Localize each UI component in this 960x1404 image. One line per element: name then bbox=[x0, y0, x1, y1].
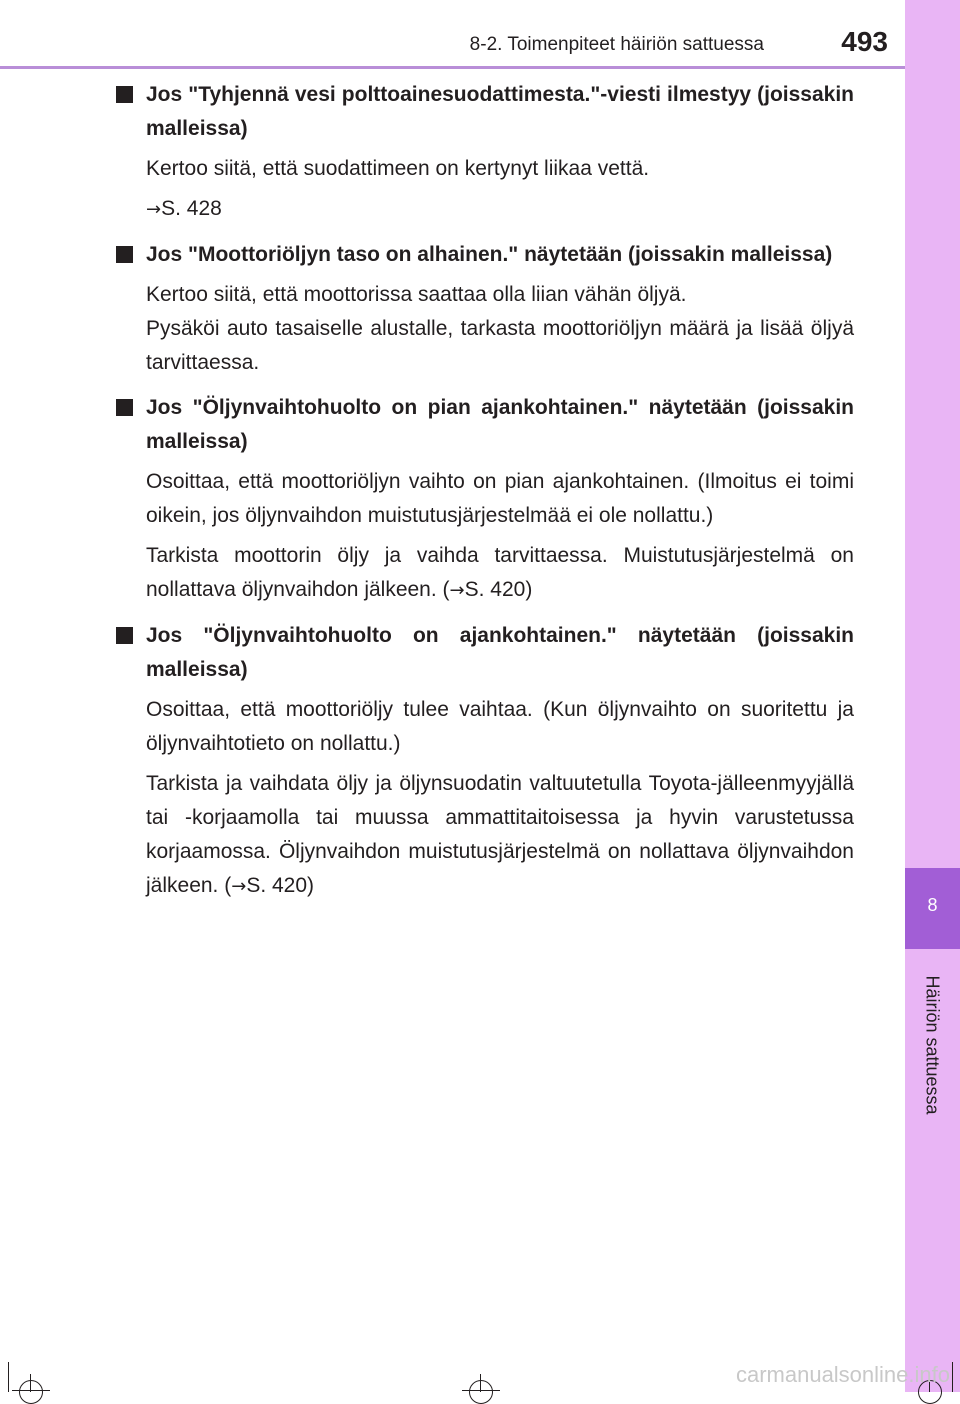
crop-mark bbox=[12, 1390, 50, 1391]
page-content bbox=[114, 78, 854, 915]
section-paragraph: Osoittaa, että moottoriöljyn vaihto on pian ajankohtainen. (Ilmoitus ei toimi oikein, jos öljynvaihdon muistutusjärjestelmää ei ole nollattu.) bbox=[146, 470, 854, 527]
crop-mark bbox=[8, 1362, 9, 1392]
section-paragraph: Kertoo siitä, että suodattimeen on kertynyt liikaa vettä. bbox=[146, 157, 650, 180]
running-header-title: 8-2. Toimenpiteet häiriön sattuessa bbox=[469, 34, 764, 55]
arrow-right-icon: → bbox=[449, 580, 465, 601]
square-bullet-icon bbox=[116, 627, 133, 644]
section-paragraph bbox=[146, 278, 854, 380]
crop-mark bbox=[462, 1390, 500, 1391]
section-heading: Jos "Moottoriöljyn taso on alhainen." näytetään (joissakin malleissa) bbox=[146, 243, 833, 266]
square-bullet-icon bbox=[116, 246, 133, 263]
watermark: carmanualsonline.info bbox=[735, 1362, 950, 1387]
page-reference-text: S. 420) bbox=[464, 578, 533, 601]
arrow-right-icon: → bbox=[146, 199, 162, 220]
chapter-number: 8 bbox=[927, 895, 938, 915]
square-bullet-icon bbox=[116, 399, 133, 416]
paragraph-text: Tarkista ja vaihdata öljy ja öljynsuodatin valtuutetulla Toyota-jälleenmyyjällä tai -korjaamolla tai muussa ammattitaitoisessa ja hyvin varustetussa korjaamossa. Öljynvaihdon muistutusjärjestelmä on nollattava öljynvaihdon jälkeen. ( bbox=[146, 772, 854, 897]
registration-mark-icon bbox=[19, 1380, 43, 1404]
page-reference bbox=[146, 192, 854, 227]
section-paragraph: Osoittaa, että moottoriöljy tulee vaihtaa. (Kun öljynvaihto on suoritettu ja öljynvaihtotieto on nollattu.) bbox=[146, 698, 854, 755]
section-paragraph bbox=[146, 539, 854, 608]
message-section-water-filter bbox=[114, 78, 854, 227]
message-section-low-oil bbox=[114, 238, 854, 380]
arrow-right-icon: → bbox=[231, 876, 247, 897]
crop-mark bbox=[952, 1362, 953, 1392]
paragraph-line: Pysäköi auto tasaiselle alustalle, tarkasta moottoriöljyn määrä ja lisää öljyä tarvittaessa. bbox=[146, 317, 854, 374]
paragraph-text: Tarkista moottorin öljy ja vaihda tarvittaessa. Muistutusjärjestelmä on nollattava öljynvaihdon jälkeen. ( bbox=[146, 544, 854, 601]
page-reference-text: S. 428 bbox=[161, 197, 222, 220]
page-number: 493 bbox=[841, 26, 888, 57]
paragraph-line: Kertoo siitä, että moottorissa saattaa olla liian vähän öljyä. bbox=[146, 283, 687, 306]
message-section-oil-change-due bbox=[114, 619, 854, 904]
header-divider bbox=[0, 66, 905, 69]
square-bullet-icon bbox=[116, 86, 133, 103]
section-heading: Jos "Öljynvaihtohuolto on pian ajankohtainen." näytetään (joissakin malleissa) bbox=[146, 396, 854, 453]
section-paragraph bbox=[146, 767, 854, 904]
page-reference-text: S. 420) bbox=[246, 874, 315, 897]
section-heading: Jos "Öljynvaihtohuolto on ajankohtainen." näytetään (joissakin malleissa) bbox=[146, 624, 854, 681]
message-section-oil-change-soon bbox=[114, 391, 854, 608]
registration-mark-icon bbox=[469, 1380, 493, 1404]
chapter-side-tab bbox=[905, 0, 960, 1392]
chapter-label: Häiriön sattuessa bbox=[922, 975, 943, 1115]
section-heading: Jos "Tyhjennä vesi polttoainesuodattimesta."-viesti ilmestyy (joissakin malleissa) bbox=[146, 83, 854, 140]
